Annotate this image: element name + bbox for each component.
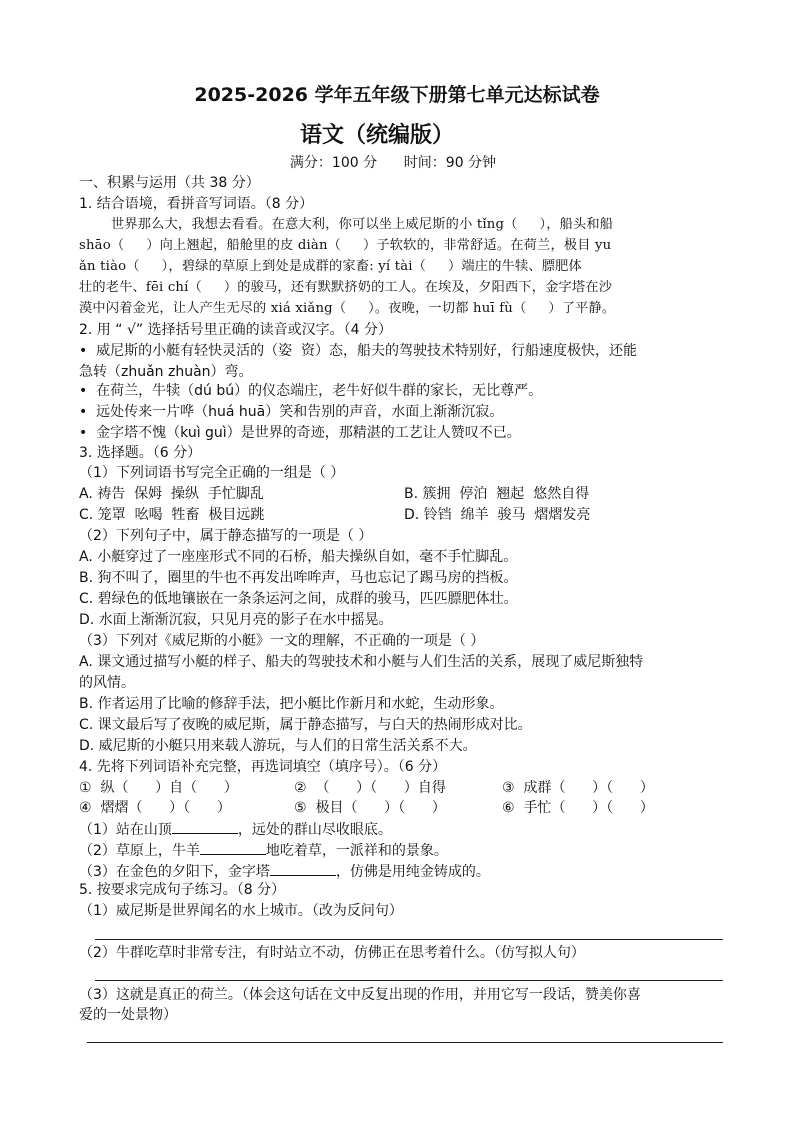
q3-sub2-option: A. 小艇穿过了一座座形式不同的石桥，船夫操纵自如，毫不手忙脚乱。: [79, 549, 518, 565]
q1-passage-line: 壮的老牛、fēi chí（ ）的骏马，还有默默挤奶的工人。在埃及，夕阳西下，金字塔在沙: [79, 280, 613, 295]
q4-word-item: ⑤ 极目（ ）（ ）: [294, 800, 446, 816]
answer-line[interactable]: [95, 939, 723, 940]
q3-sub2-option: B. 狗不叫了，圈里的牛也不再发出哞哞声，马也忘记了踢马房的挡板。: [79, 570, 518, 586]
fill-text-before: （2）草原上，牛羊: [79, 843, 200, 859]
q3-sub3-option: C. 课文最后写了夜晚的威尼斯，属于静态描写，与白天的热闹形成对比。: [79, 717, 532, 733]
answer-line[interactable]: [95, 980, 723, 981]
score-time-line: 满分：100 分 时间：90 分钟: [289, 155, 497, 171]
q1-passage-line: 世界那么大，我想去看看。在意大利，你可以坐上威尼斯的小 tǐng（ ），船头和船: [111, 217, 614, 232]
q5-item: （3）这就是真正的荷兰。（体会这句话在文中反复出现的作用，并用它写一段话，赞美你喜: [79, 987, 641, 1003]
q3-sub2-stem: （2）下列句子中，属于静态描写的一项是（ ）: [79, 528, 373, 544]
fill-text-after: ，远处的群山尽收眼底。: [237, 822, 392, 838]
q4-fill-sentence: [79, 861, 490, 882]
q3-sub3-option: B. 作者运用了比喻的修辞手法，把小艇比作新月和水蛇，生动形象。: [79, 696, 504, 712]
fill-text-after: ，仿佛是用纯金铸成的。: [335, 864, 490, 880]
exam-title: 2025-2026 学年五年级下册第七单元达标试卷: [194, 84, 600, 106]
q1-stem: 1. 结合语境，看拼音写词语。（8 分）: [79, 196, 314, 212]
q4-word-item: ⑥ 手忙（ ）（ ）: [502, 800, 654, 816]
answer-blank[interactable]: [270, 861, 336, 876]
q2-item: • 远处传来一片哗（huá huā）笑和告别的声音，水面上渐渐沉寂。: [79, 404, 504, 420]
q4-fill-sentence: [79, 840, 448, 861]
fill-text-after: 地吃着草，一派祥和的景象。: [265, 843, 448, 859]
q5-stem: 5. 按要求完成句子练习。（8 分）: [79, 882, 286, 898]
q3-sub2-option: C. 碧绿色的低地镶嵌在一条条运河之间，成群的骏马，匹匹膘肥体壮。: [79, 591, 518, 607]
section-heading: 一、积累与运用（共 38 分）: [79, 175, 260, 191]
q3-sub3-option: D. 威尼斯的小艇只用来载人游玩，与人们的日常生活关系不大。: [79, 738, 477, 754]
fill-text-before: （1）站在山顶: [79, 822, 172, 838]
q3-sub1-option-b: B. 簇拥 停泊 翘起 悠然自得: [404, 486, 590, 502]
q4-word-item: ① 纵（ ）自（ ）: [79, 780, 238, 796]
q4-word-item: ③ 成群（ ）（ ）: [502, 780, 654, 796]
q3-sub3-option: A. 课文通过描写小艇的样子、船夫的驾驶技术和小艇与人们生活的关系，展现了威尼斯独特: [79, 654, 644, 670]
q3-sub3-stem: （3）下列对《威尼斯的小艇》一文的理解，不正确的一项是（ ）: [79, 633, 485, 649]
q3-sub1-stem: （1）下列词语书写完全正确的一组是（ ）: [79, 465, 345, 481]
q2-stem: 2. 用 “ √” 选择括号里正确的读音或汉字。（4 分）: [79, 322, 392, 338]
q5-item: （2）牛群吃草时非常专注，有时站立不动，仿佛正在思考着什么。（仿写拟人句）: [79, 945, 585, 961]
q3-sub1-option-c: C. 笼罩 吆喝 牲畜 极目远跳: [79, 507, 265, 523]
q5-item-cont: 爱的一处景物）: [79, 1007, 177, 1023]
q2-item: • 在荷兰，牛犊（dú bú）的仪态端庄，老牛好似牛群的家长，无比尊严。: [79, 383, 543, 399]
q2-item: • 威尼斯的小艇有轻快灵活的（姿 资）态，船夫的驾驶技术特别好，行船速度极快，还能: [79, 343, 638, 359]
q3-stem: 3. 选择题。（6 分）: [79, 445, 202, 461]
q3-sub1-option-a: A. 祷告 保姆 操纵 手忙脚乱: [79, 486, 264, 502]
q3-sub3-option-cont: 的风情。: [79, 675, 135, 691]
q4-stem: 4. 先将下列词语补充完整，再选词填空（填序号）。（6 分）: [79, 759, 447, 775]
q5-item: （1）威尼斯是世界闻名的水上城市。（改为反问句）: [79, 903, 403, 919]
answer-line[interactable]: [87, 1042, 723, 1043]
q4-word-item: ② （ ）（ ）自得: [294, 780, 446, 796]
q1-passage-line: 漠中闪着金光，让人产生无尽的 xiá xiǎng（ ）。夜晚，一切都 huī fù（ ）了平静。: [79, 301, 616, 316]
q4-fill-sentence: [79, 819, 392, 840]
q2-item-cont: 急转（zhuǎn zhuàn）弯。: [79, 364, 253, 380]
q4-word-item: ④ 熠熠（ ）（ ）: [79, 800, 231, 816]
q3-sub1-option-d: D. 铃铛 绵羊 骏马 熠熠发亮: [404, 507, 591, 523]
q3-sub2-option: D. 水面上渐渐沉寂，只见月亮的影子在水中摇晃。: [79, 612, 393, 628]
q2-item: • 金字塔不愧（kuì guì）是世界的奇迹，那精湛的工艺让人赞叹不已。: [79, 425, 521, 441]
answer-blank[interactable]: [172, 819, 238, 834]
fill-text-before: （3）在金色的夕阳下，金字塔: [79, 864, 270, 880]
q1-passage-line: ǎn tiào（ ），碧绿的草原上到处是成群的家畜: yí tài（ ）端庄的牛犊、膘肥体: [79, 259, 582, 274]
exam-subtitle: 语文（统编版）: [299, 123, 454, 148]
q1-passage-line: shāo（ ）向上翘起，船舱里的皮 diàn（ ）子软软的，非常舒适。在荷兰，极目 yu: [79, 238, 612, 253]
answer-blank[interactable]: [200, 840, 266, 855]
